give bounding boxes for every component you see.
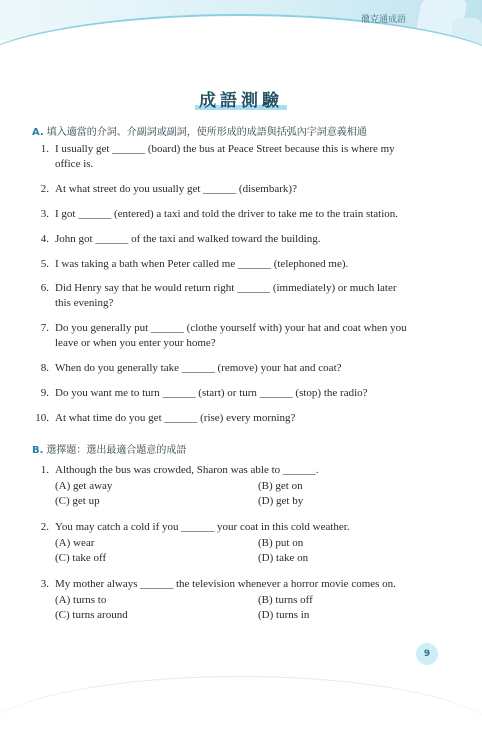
question-b3 [32,577,442,592]
question-text: At what time do you get ______ (rise) every morning? [55,412,296,424]
question-text-cont: leave or when you enter your home? [55,337,216,349]
section-b-letter: B. [32,445,44,456]
question-a4 [32,232,442,247]
section-b-instruction: 選擇題：選出最適合題意的成語 [46,445,187,456]
question-number: 10. [35,412,49,424]
option: (C) get up [55,495,100,507]
question-a3 [32,207,442,222]
question-number: 2. [40,521,49,533]
question-b1 [32,463,442,478]
question-text: When do you generally take ______ (remove) your hat and coat? [55,362,342,374]
option: (D) take on [258,552,309,564]
question-a7 [32,321,442,351]
question-a10 [32,411,442,426]
question-a2 [32,182,442,197]
question-text: I usually get ______ (board) the bus at Peace Street because this is where my [55,143,395,155]
option: (B) put on [258,537,304,549]
question-text-cont: this evening? [55,297,114,309]
option: (A) wear [55,537,95,549]
question-number: 6. [40,282,49,294]
option: (B) turns off [258,594,313,606]
question-b2 [32,520,442,535]
footer-curve [0,676,482,737]
option: (C) take off [55,552,107,564]
question-text: I was taking a bath when Peter called me ______ (telephoned me). [55,258,349,270]
question-a8 [32,361,442,376]
question-number: 4. [40,233,49,245]
option: (A) turns to [55,594,107,606]
question-a9 [32,386,442,401]
question-a5 [32,257,442,272]
question-number: 2. [40,183,49,195]
option: (D) turns in [258,609,310,621]
question-text: At what street do you usually get ______ (disembark)? [55,183,297,195]
question-number: 3. [40,578,49,590]
question-text-cont: office is. [55,158,94,170]
option: (D) get by [258,495,304,507]
page-title: 成語測驗 [195,86,287,111]
section-a-instruction: 填入適當的介詞、介副詞或副詞，使所形成的成語與括弧內字詞意義相通 [46,127,367,138]
section-a-heading [32,123,367,138]
section-b-heading [32,441,186,456]
page-number-badge: 9 [416,643,438,665]
option: (B) get on [258,480,303,492]
running-header: 徹克通成語 [360,15,406,25]
section-a-letter: A. [32,127,44,138]
question-number: 7. [40,322,49,334]
question-number: 1. [40,143,49,155]
question-text: John got ______ of the taxi and walked toward the building. [55,233,321,245]
question-number: 3. [40,208,49,220]
question-text: My mother always ______ the television whenever a horror movie comes on. [55,578,396,590]
question-number: 8. [40,362,49,374]
question-number: 9. [40,387,49,399]
option: (A) get away [55,480,113,492]
question-text: Do you generally put ______ (clothe yourself with) your hat and coat when you [55,322,407,334]
question-text: Did Henry say that he would return right ______ (immediately) or much later [55,282,397,294]
question-a6 [32,281,442,311]
title-wrap [0,86,482,111]
question-text: You may catch a cold if you ______ your coat in this cold weather. [55,521,350,533]
option: (C) turns around [55,609,128,621]
question-number: 5. [40,258,49,270]
question-text: Do you want me to turn ______ (start) or turn ______ (stop) the radio? [55,387,368,399]
question-text: I got ______ (entered) a taxi and told the driver to take me to the train station. [55,208,399,220]
question-a1 [32,142,442,172]
question-number: 1. [40,464,49,476]
question-text: Although the bus was crowded, Sharon was able to ______. [55,464,319,476]
